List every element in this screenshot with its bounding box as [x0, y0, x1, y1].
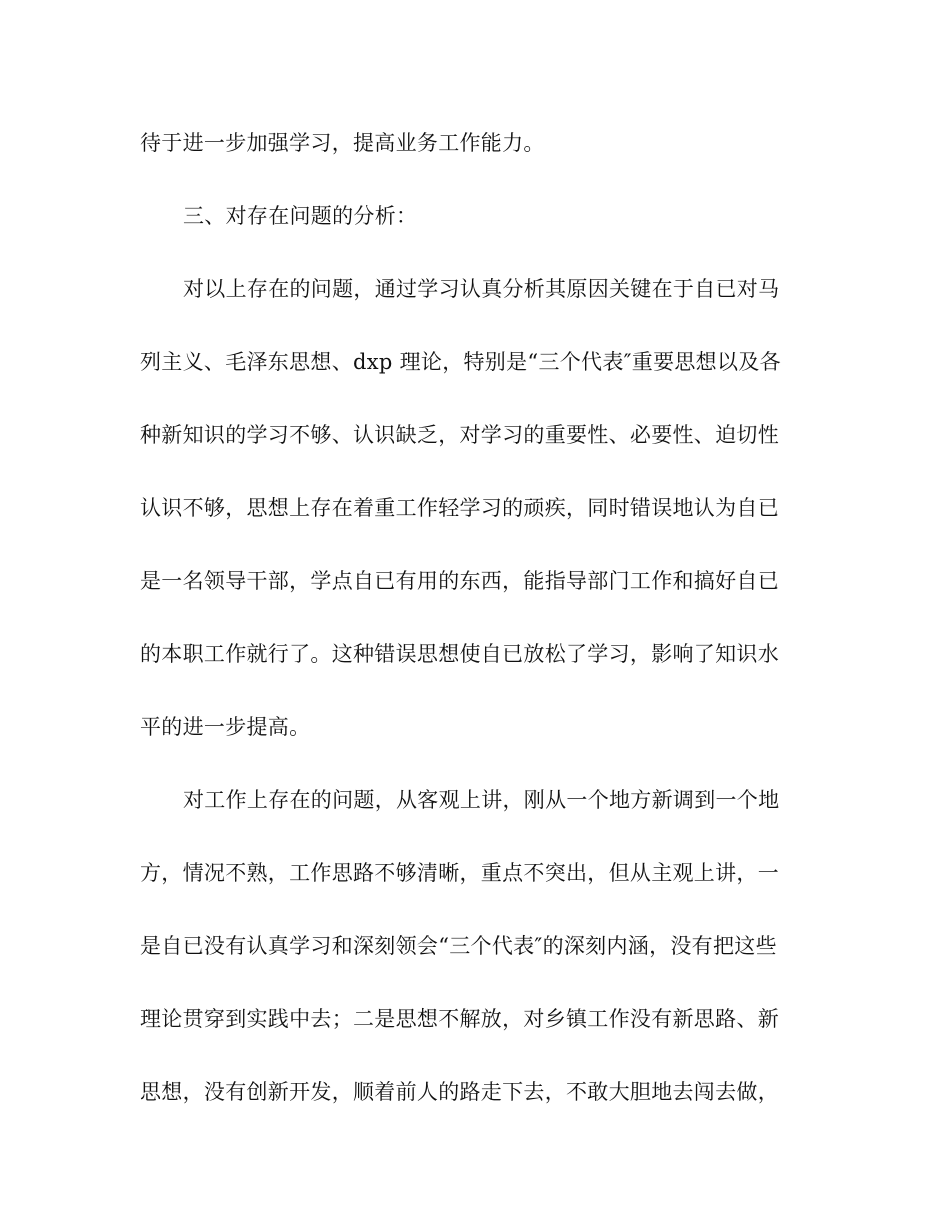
text-line: 对工作上存在的问题，从客观上讲，刚从一个地方新调到一个地	[183, 788, 780, 812]
text-line: 思想，没有创新开发，顺着前人的路走下去，不敢大胆地去闯去做，	[140, 1080, 779, 1104]
text-line: 的本职工作就行了。这种错误思想使自已放松了学习，影响了知识水	[140, 642, 779, 666]
text-line: 方，情况不熟，工作思路不够清晰，重点不突出，但从主观上讲，一	[140, 861, 779, 885]
text-line: 理论贯穿到实践中去；二是思想不解放，对乡镇工作没有新思路、新	[140, 1007, 779, 1031]
text-line: 是一名领导干部，学点自已有用的东西，能指导部门工作和搞好自已	[140, 569, 779, 593]
text-line: 种新知识的学习不够、认识缺乏，对学习的重要性、必要性、迫切性	[140, 423, 779, 447]
text-line: 对以上存在的问题，通过学习认真分析其原因关键在于自已对马	[183, 277, 780, 301]
text-line: 平的进一步提高。	[140, 715, 311, 739]
section-heading: 三、对存在问题的分析：	[183, 204, 418, 228]
text-line: 列主义、毛泽东思想、dxp 理论，特别是“三个代表″重要思想以及各	[140, 350, 781, 374]
text-line: 是自已没有认真学习和深刻领会“三个代表″的深刻内涵，没有把这些	[140, 934, 777, 958]
text-line: 待于进一步加强学习，提高业务工作能力。	[140, 131, 545, 155]
text-line: 认识不够，思想上存在着重工作轻学习的顽疾，同时错误地认为自已	[140, 496, 779, 520]
